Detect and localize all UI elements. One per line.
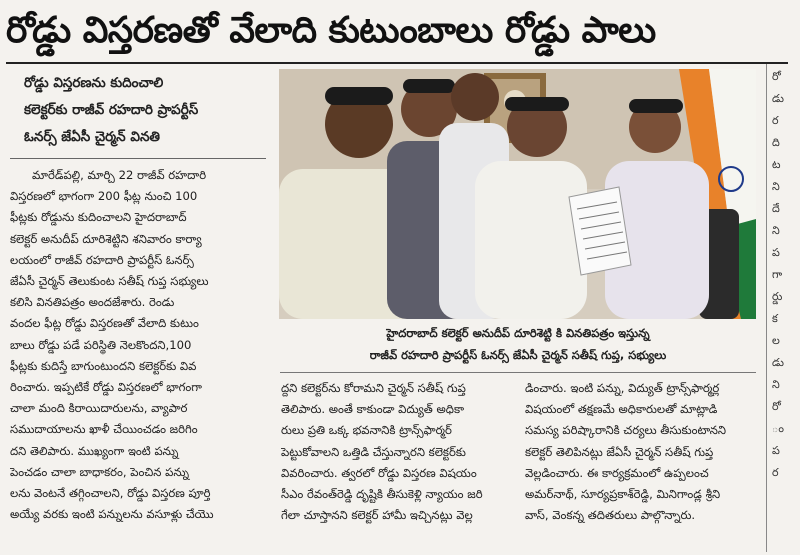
article-line: తెలిపారు. అంతే కాకుండా విద్యుత్ అధికా bbox=[281, 402, 465, 417]
article-line: కలిసి వినతిపత్రం అందజేశారు. రెండు bbox=[10, 295, 175, 310]
edge-fragment: డు bbox=[772, 356, 784, 369]
edge-fragment: ని bbox=[772, 180, 780, 193]
edge-fragment: రో bbox=[772, 400, 781, 413]
article-line: అమర్‌నాథ్, సూర్యప్రకాశ్‌రెడ్డి, మినిగాండ్ల శ్రీని bbox=[525, 487, 721, 502]
edge-fragment: ర bbox=[772, 114, 779, 127]
deck-divider bbox=[10, 158, 266, 159]
edge-fragment: డు bbox=[772, 92, 784, 105]
deck-line: ఓనర్స్ జేఏసీ చైర్మన్ వినతి bbox=[24, 129, 160, 145]
article-line: పెట్టుకోవాలని ఒత్తిడి చేస్తున్నారని కలెక్టర్‌కు bbox=[281, 444, 466, 459]
article-line: ఫీట్లకు కుదిస్తే బాగుంటుందని కలెక్టర్‌కు వివ bbox=[10, 358, 197, 373]
article-line: లయంలో రాజీవ్ రహదారి ప్రాపర్టీస్ ఓనర్స్ bbox=[10, 252, 194, 267]
edge-fragment: క bbox=[772, 312, 778, 325]
article-line: వెల్లడించారు. ఈ కార్యక్రమంలో ఉప్పలంచ bbox=[525, 465, 709, 480]
edge-fragment: ది bbox=[772, 136, 780, 149]
article-line: విషయంలో తక్షణమే అధికారులతో మాట్లాడి bbox=[525, 402, 718, 417]
article-column-middle bbox=[281, 378, 513, 550]
article-line: దని తెలిపారు. ముఖ్యంగా ఇంటి పన్ను bbox=[10, 443, 179, 458]
article-line: వివరించారు. త్వరలో రోడ్డు విస్తరణ విషయం bbox=[281, 465, 477, 480]
edge-fragment: దే bbox=[772, 202, 780, 215]
edge-fragment: ప bbox=[772, 246, 780, 259]
adjacent-article-edge bbox=[772, 66, 800, 552]
headline: రోడ్డు విస్తరణతో వేలాది కుటుంబాలు రోడ్డు పాలు bbox=[6, 10, 656, 51]
news-photo bbox=[279, 69, 756, 319]
article-line: జేఏసీ చైర్మన్ తెలుకుంట సతీష్ గుప్త సభ్యులు bbox=[10, 274, 209, 289]
article-line: కలెక్టర్ అనుదీప్ దూరిశెట్టిని శనివారం కార్యా bbox=[10, 231, 202, 246]
article-line: మారేడ్‌పల్లి, మార్చి 22 రాజీవ్ రహదారి bbox=[32, 168, 207, 182]
edge-fragment: ని bbox=[772, 378, 780, 391]
article-line: పెంచడం చాలా బాధాకరం, పెంచిన పన్ను bbox=[10, 464, 189, 479]
subheadline-deck bbox=[24, 70, 266, 154]
article-line: విస్తరణలో భాగంగా 200 ఫీట్ల నుంచి 100 bbox=[10, 189, 198, 204]
article-line: కలెక్టర్ తెలిపినట్లు జేఏసీ చైర్మన్ సతీష్ గుప్త bbox=[525, 444, 714, 459]
edge-fragment: ర bbox=[772, 466, 779, 479]
column-divider bbox=[766, 64, 767, 552]
deck-line: రోడ్డు విస్తరణను కుదించాలి bbox=[24, 75, 164, 91]
article-line: సీఎం రేవంత్‌రెడ్డి దృష్టికి తీసుకెళ్లి న్యాయం జరి bbox=[281, 487, 483, 502]
photo-illustration bbox=[279, 69, 756, 319]
article-line: డించారు. ఇంటి పన్ను, విద్యుత్ ట్రాన్స్‌ఫార్మర్ల bbox=[525, 381, 720, 395]
article-line: గేలా చూస్తానని కలెక్టర్ హామీ ఇచ్చినట్లు వెల్ల bbox=[281, 508, 473, 523]
edge-fragment: ర్డు bbox=[772, 290, 783, 303]
caption-line: రాజీవ్ రహదారి ప్రాపర్టీస్ ఓనర్స్ జేఏసీ చైర్మన్ సతీష్ గుప్త, సభ్యులు bbox=[369, 348, 667, 362]
article-line: సముదాయాలను ఖాళీ చేయించడం జరిగిం bbox=[10, 422, 198, 437]
article-line: అయ్యే వరకు ఇంటి పన్నులను వసూళ్లు చేయొ bbox=[10, 507, 214, 522]
article-line: బాలు రోడ్డు పడే పరిస్థితి నెలకొందని,100 bbox=[10, 337, 192, 352]
edge-fragment: ట bbox=[772, 158, 781, 171]
headline-rule bbox=[6, 62, 788, 64]
article-column-right bbox=[525, 378, 757, 550]
edge-fragment: ప bbox=[772, 444, 780, 457]
edge-fragment: ం bbox=[772, 422, 784, 435]
deck-line: కలెక్టర్‌కు రాజీవ్ రహదారి ప్రాపర్టీస్ bbox=[24, 102, 199, 118]
edge-fragment: గా bbox=[772, 268, 783, 281]
article-line: సమస్య పరిష్కారానికి చర్యలు తీసుకుంటానని bbox=[525, 423, 727, 438]
edge-fragment: ల bbox=[772, 334, 780, 347]
article-column-left bbox=[10, 165, 266, 550]
photo-caption bbox=[280, 322, 756, 368]
article-line: లను వెంటనే తగ్గించాలని, రోడ్డు విస్తరణ పూర్తి bbox=[10, 486, 211, 501]
caption-line: హైదరాబాద్ కలెక్టర్ అనుదీప్ దూరిశెట్టి కి వినతిపత్రం ఇస్తున్న bbox=[386, 326, 650, 340]
caption-divider bbox=[280, 372, 756, 373]
article-line: రించారు. ఇప్పటికే రోడ్డు విస్తరణలో భాగంగా bbox=[10, 380, 202, 395]
article-line: రులు ప్రతి ఒక్క భవనానికి ట్రాన్స్‌ఫార్మర్ bbox=[281, 423, 452, 438]
article-line: ద్దని కలెక్టర్‌ను కోరామని చైర్మన్ సతీష్ గుప్త bbox=[281, 381, 466, 395]
article-line: చాలా మంది కిరాయిదారులను, వ్యాపార bbox=[10, 401, 188, 416]
article-line: ఫీట్లకు రోడ్డును కుదించాలని హైదరాబాద్ bbox=[10, 210, 187, 225]
article-line: వాస్, వెంకన్న తదితరులు పాల్గొన్నారు. bbox=[525, 508, 696, 523]
article-line: వందల ఫీట్ల రోడ్డు విస్తరణతో వేలాది కుటుం bbox=[10, 316, 199, 331]
edge-fragment: ని bbox=[772, 224, 780, 237]
edge-fragment: రో bbox=[772, 70, 781, 83]
